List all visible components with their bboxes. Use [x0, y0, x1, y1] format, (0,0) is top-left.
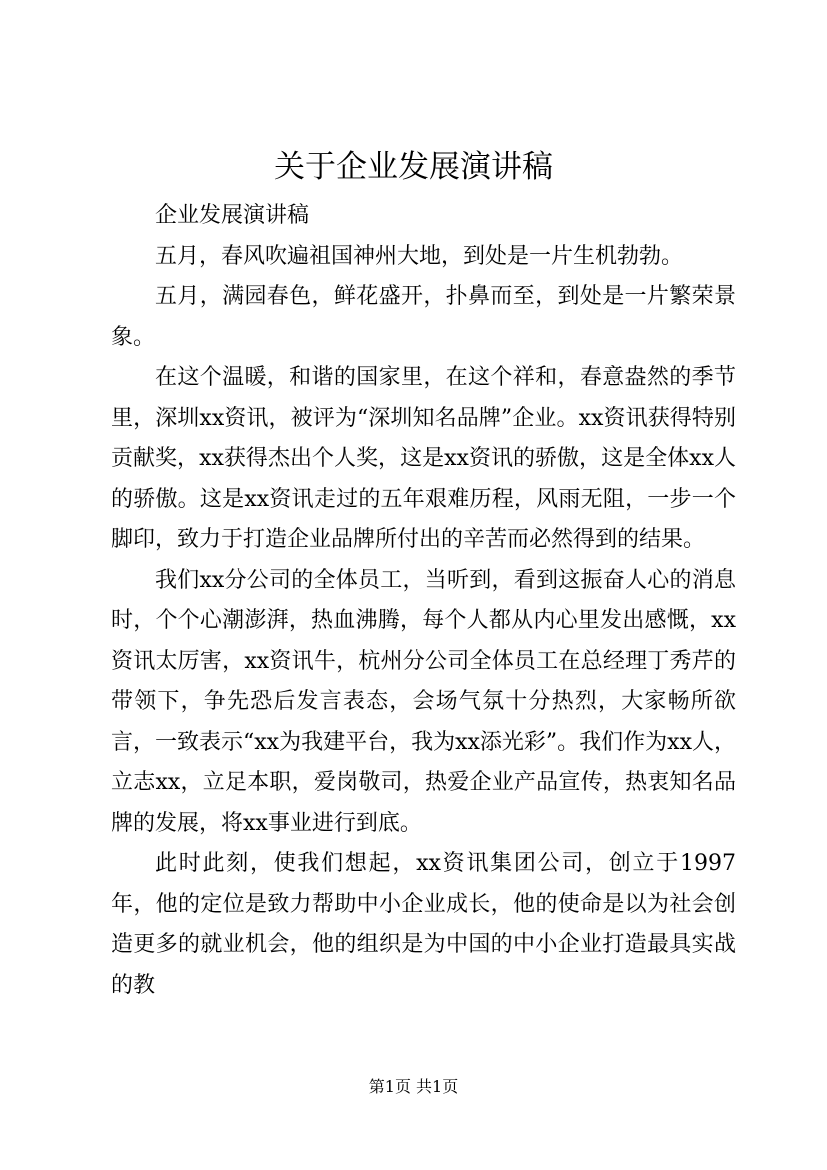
- paragraph-1: 五月，春风吹遍祖国神州大地，到处是一片生机勃勃。: [155, 243, 684, 269]
- document-body: [111, 196, 736, 1006]
- paragraph-4: 我们xx分公司的全体员工，当听到，看到这振奋人心的消息时，个个心潮澎湃，热血沸腾，每个人都从内心里发出感慨，xx资讯太厉害，xx资讯牛，杭州分公司全体员工在总经理丁秀芹的带领下，争先恐后发言表态，会场气氛十分热烈，大家畅所欲言，一致表示“xx为我建平台，我为xx添光彩”。我们作为xx人，立志xx，立足本职，爱岗敬司，热爱企业产品宣传，热衷知名品牌的发展，将xx事业进行到底。: [111, 567, 736, 836]
- page-footer: 第1页 共1页: [368, 1077, 459, 1096]
- paragraph-5: 此时此刻，使我们想起，xx资讯集团公司，创立于1997年，他的定位是致力帮助中小企业成长，他的使命是以为社会创造更多的就业机会，他的组织是为中国的中小企业打造最具实战的教: [111, 851, 736, 998]
- paragraph-2: 五月，满园春色，鲜花盛开，扑鼻而至，到处是一片繁荣景象。: [111, 284, 736, 350]
- document-title: 关于企业发展演讲稿: [274, 149, 553, 185]
- paragraph-3: 在这个温暖，和谐的国家里，在这个祥和，春意盎然的季节里，深圳xx资讯，被评为“深圳知名品牌”企业。xx资讯获得特别贡献奖，xx获得杰出个人奖，这是xx资讯的骄傲，这是全体xx人的骄傲。这是xx资讯走过的五年艰难历程，风雨无阻，一步一个脚印，致力于打造企业品牌所付出的辛苦而必然得到的结果。: [111, 365, 736, 552]
- paragraph-subtitle: 企业发展演讲稿: [155, 203, 310, 228]
